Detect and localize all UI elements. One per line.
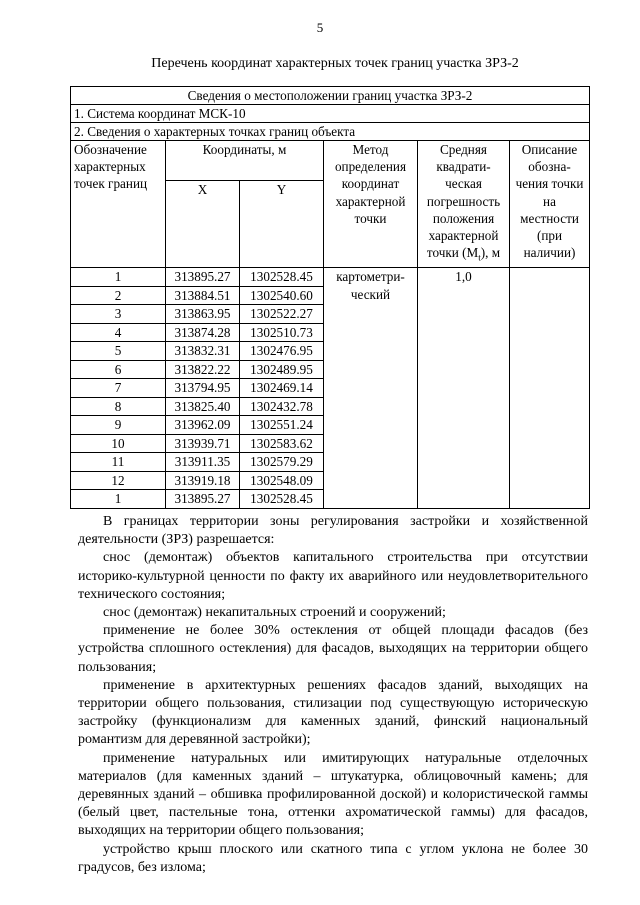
header-error-sub: t	[478, 252, 481, 263]
header-method: Метод определения координат характерной точки	[324, 141, 418, 268]
method-value: картометри-ческий	[324, 268, 418, 509]
coord-x: 313874.28	[166, 323, 240, 342]
coord-y: 1302432.78	[240, 397, 324, 416]
document-title: Перечень координат характерных точек границ участка ЗРЗ-2	[151, 56, 519, 71]
section-points: 2. Сведения о характерных точках границ объекта	[71, 123, 590, 141]
point-number: 3	[71, 305, 166, 324]
coord-y: 1302528.45	[240, 268, 324, 287]
coord-x: 313832.31	[166, 342, 240, 361]
paragraph: применение в архитектурных решениях фасадов зданий, выходящих на территории общего пользования, стилизации под существующую историческую застройку (функционализм для каменных зданий, финский национальный романтизм для деревянной застройки);	[78, 677, 588, 748]
section-coordinate-system: 1. Система координат МСК-10	[71, 105, 590, 123]
header-description: Описание обозна-чения точки на местности (при наличии)	[510, 141, 590, 268]
paragraph: снос (демонтаж) некапитальных строений и сооружений;	[103, 605, 446, 621]
regulations-text	[78, 513, 588, 877]
point-number: 9	[71, 416, 166, 435]
coord-x: 313939.71	[166, 434, 240, 453]
coord-x: 313794.95	[166, 379, 240, 398]
coord-y: 1302489.95	[240, 360, 324, 379]
header-error	[418, 141, 510, 268]
coord-x: 313863.95	[166, 305, 240, 324]
point-number: 1	[71, 268, 166, 287]
header-error-suffix: ), м	[480, 245, 501, 261]
coord-x: 313822.22	[166, 360, 240, 379]
point-number: 1	[71, 490, 166, 509]
page-number: 5	[316, 20, 324, 35]
header-x: X	[166, 181, 240, 268]
table-caption: Сведения о местоположении границ участка ЗРЗ-2	[71, 87, 590, 105]
paragraph: применение не более 30% остекления от общей площади фасадов (без устройства сплошного остекления) для фасадов, выходящих на территории общего пользования;	[78, 623, 588, 675]
coord-y: 1302522.27	[240, 305, 324, 324]
coord-y: 1302540.60	[240, 286, 324, 305]
coord-x: 313895.27	[166, 490, 240, 509]
coord-y: 1302510.73	[240, 323, 324, 342]
description-value	[510, 268, 590, 509]
point-number: 11	[71, 453, 166, 472]
paragraph: снос (демонтаж) объектов капитального строительства при отсутствии историко-культурной ценности по факту их аварийного или неудовлетворительного технического состояния;	[78, 550, 588, 602]
point-number: 10	[71, 434, 166, 453]
point-number: 6	[71, 360, 166, 379]
header-y: Y	[240, 181, 324, 268]
paragraph: применение натуральных или имитирующих натуральные отделочных материалов (для каменных зданий – штукатурка, облицовочный камень; для деревянных зданий – обшивка профилированной доской) и колористической гаммы (белый цвет, пастельные тона, оттенки ахроматической гаммы) для фасадов, выходящих на территории общего пользования;	[78, 750, 588, 839]
coord-y: 1302548.09	[240, 471, 324, 490]
point-number: 8	[71, 397, 166, 416]
coord-x: 313919.18	[166, 471, 240, 490]
coord-y: 1302469.14	[240, 379, 324, 398]
header-error-prefix: Средняя квадрати-ческая погрешность положения характерной точки (M	[426, 142, 501, 261]
point-number: 5	[71, 342, 166, 361]
coord-y: 1302528.45	[240, 490, 324, 509]
header-coordinates: Координаты, м	[166, 141, 324, 181]
error-value: 1,0	[418, 268, 510, 509]
point-number: 2	[71, 286, 166, 305]
point-number: 7	[71, 379, 166, 398]
point-number: 4	[71, 323, 166, 342]
header-designation: Обозначение характерных точек границ	[71, 141, 166, 268]
coord-y: 1302476.95	[240, 342, 324, 361]
point-number: 12	[71, 471, 166, 490]
coord-y: 1302579.29	[240, 453, 324, 472]
table-row	[71, 268, 590, 287]
coord-x: 313962.09	[166, 416, 240, 435]
coord-y: 1302551.24	[240, 416, 324, 435]
coord-y: 1302583.62	[240, 434, 324, 453]
coord-x: 313911.35	[166, 453, 240, 472]
coord-x: 313895.27	[166, 268, 240, 287]
coord-x: 313884.51	[166, 286, 240, 305]
paragraph: В границах территории зоны регулирования застройки и хозяйственной деятельности (ЗРЗ) разрешается:	[78, 514, 588, 548]
coordinates-table	[70, 86, 590, 509]
coord-x: 313825.40	[166, 397, 240, 416]
paragraph: устройство крыш плоского или скатного типа с углом уклона не более 30 градусов, без излома;	[78, 841, 588, 875]
